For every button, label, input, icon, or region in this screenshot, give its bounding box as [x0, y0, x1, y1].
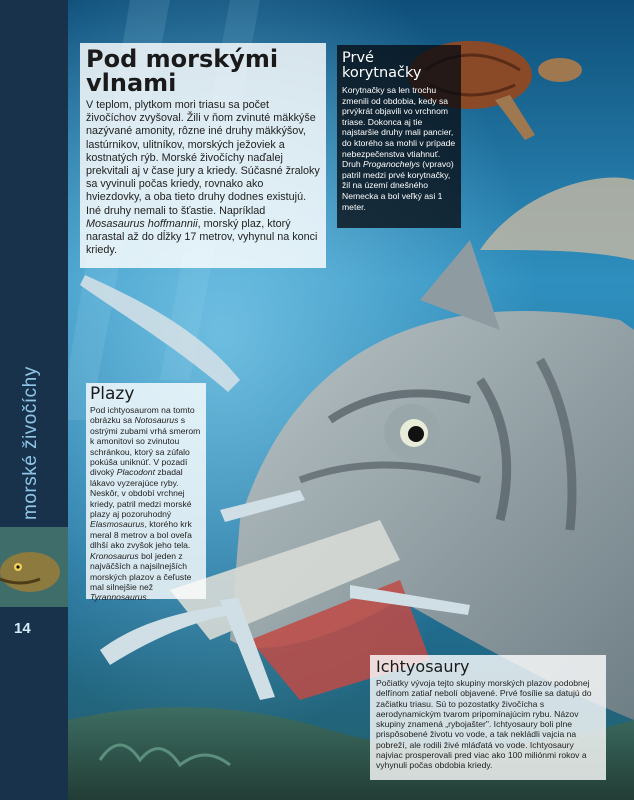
intro-species-name: Mosasaurus hoffmannii	[86, 217, 198, 230]
page-title	[86, 47, 320, 95]
turtles-caption-box	[337, 45, 461, 228]
reptiles-paragraph	[90, 405, 202, 603]
reptiles-text-5: bol jeden z najväčších a najsilnejších morských plazov a čeľuste mal silnejšie než	[90, 550, 192, 592]
intro-text-box	[80, 43, 326, 268]
reptiles-text-6: .	[146, 592, 150, 603]
reptiles-species-2: Placodont	[116, 467, 155, 478]
intro-text-1: V teplom, plytkom mori triasu sa počet živočíchov zvyšoval. Žili v ňom zvinuté mäkkýše nazývané amonity, rôzne iné druhy mäkkýšov, lastúrnikov, ulitníkov, morských ježoviek a kostnatých rýb. Morské živočíchy naďalej prekvitali aj v čase jury a kriedy. Súčasné žraloky sa vyvinuli počas kriedy, rovnako ako hviezdovky, a oba tieto druhy dodnes existujú. Iné druhy nemali to šťastie. Napríklad	[86, 99, 320, 217]
reptiles-species-3: Elasmosaurus	[90, 519, 145, 530]
reptiles-species-4: Kronosaurus	[90, 550, 139, 561]
intro-paragraph	[86, 99, 320, 257]
placodont-thumbnail	[0, 527, 68, 607]
turtles-text-2: (vpravo) patril medzi prvé korytnačky, žil na území dnešného Nemecka a bol veľký asi 1 meter.	[342, 159, 454, 212]
page-title-line-1: Pod morskými	[86, 45, 279, 73]
turtles-paragraph	[342, 85, 456, 212]
reptiles-text-3: zbadal lákavo vyzerajúce ryby. Neskôr, v období vrchnej kriedy, patril medzi morské plazy aj pozoruhodný	[90, 467, 192, 520]
reptiles-caption-box	[86, 383, 206, 603]
turtles-heading	[342, 51, 456, 81]
reptiles-heading: Plazy	[90, 384, 135, 404]
reptiles-text-1: Pod ichtyosaurom na tomto obrázku sa	[90, 405, 195, 426]
page-title-line-2: vlnami	[86, 69, 177, 97]
turtles-heading-line-1: Prvé	[342, 50, 374, 66]
reptiles-text-4: , ktorého krk meral 8 metrov a bol oveľa dlhší ako zvyšok jeho tela.	[90, 519, 192, 551]
ichthyosaur-paragraph: Počiatky vývoja tejto skupiny morských plazov podobnej delfínom zatiaľ nebolí objavené. Prvé fosílie sa datujú do začiatku triasu. Sú to pozostatky živočícha s aerodynamickým tvarom pripomínajúcim rybu. Názov skupiny znamená „rybojašter". Ichtyosaury boli plne prispôsobené životu vo vode, a tak nekládli vajcia na pobreží, ale rodili živé mláďatá vo vode. Ichtyosaury najviac prosperovali pred viac ako 100 miliónmi rokov a vyhynuli počas obdobia kriedy.	[376, 678, 592, 771]
reptiles-species-5: Tyrannosaurus	[90, 592, 147, 603]
turtles-text-1: Korytnačky sa len trochu zmenili od obdobia, kedy sa prvýkrát objavili vo vrchnom triase. Dokonca aj tie najstaršie druhy mali pancier, do ktorého sa mohli v prípade nebezpečenstva vtiahnuť. Druh	[342, 85, 456, 170]
section-label: morské živočíchy	[20, 366, 41, 520]
reptiles-text-2: s ostrými zubami vrhá smerom k amonitovi so zvinutou schránkou, ktorý sa zúfalo pokúša uniknúť. V pozadí divoký	[90, 415, 201, 478]
turtles-heading-line-2: korytnačky	[342, 65, 422, 81]
chapter-sidebar	[0, 0, 68, 800]
intro-text-2: , morský plaz, ktorý narastal až do dĺžky 17 metrov, vyhynul na konci kriedy.	[86, 217, 318, 257]
reptiles-species-1: Notosaurus	[134, 415, 179, 426]
ichthyosaur-heading: Ichtyosaury	[376, 657, 470, 676]
turtles-species-name: Proganochelys	[363, 159, 420, 170]
page-number: 14	[14, 620, 31, 637]
ichthyosaur-caption-box	[370, 655, 606, 780]
